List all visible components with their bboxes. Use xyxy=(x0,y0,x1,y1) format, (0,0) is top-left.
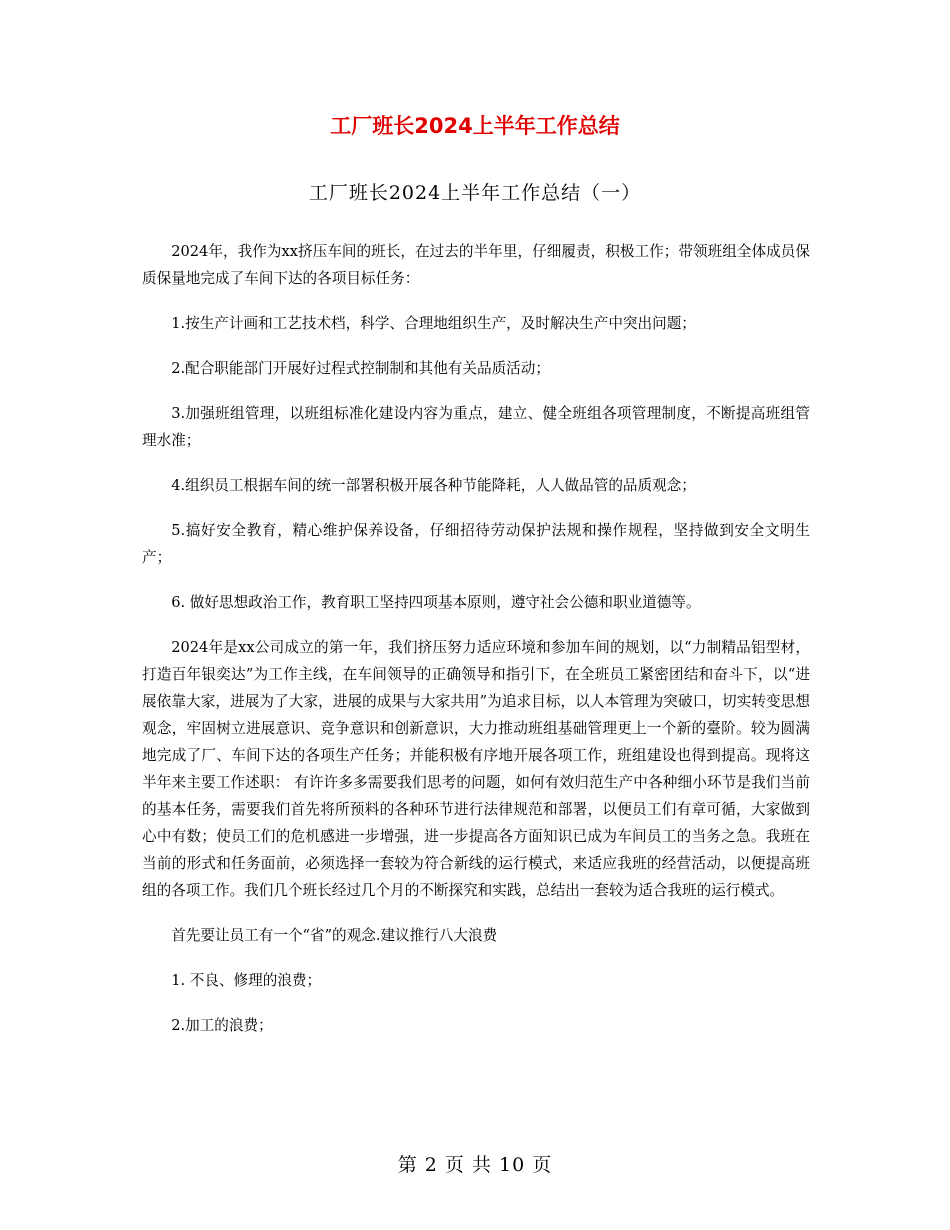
list-item-3: 3.加强班组管理，以班组标准化建设内容为重点，建立、健全班组各项管理制度，不断提高班组管理水准； xyxy=(142,405,810,449)
list-item-6: 6. 做好思想政治工作，教育职工坚持四项基本原则，遵守社会公德和职业道德等。 xyxy=(171,594,701,611)
paragraph-intro: 2024年，我作为xx挤压车间的班长，在过去的半年里，仔细履责，积极工作；带领班组全体成员保质保量地完成了车间下达的各项目标任务： xyxy=(142,243,810,287)
document-title: 工厂班长2024上半年工作总结 xyxy=(330,114,620,138)
list-item-1: 1.按生产计画和工艺技术档，科学、合理地组织生产，及时解决生产中突出问题； xyxy=(171,315,696,332)
list-item-5: 5.搞好安全教育，精心维护保养设备，仔细招待劳动保护法规和操作规程，坚持做到安全文明生产； xyxy=(142,522,810,566)
waste-item-1: 1. 不良、修理的浪费； xyxy=(171,972,322,989)
document-body xyxy=(142,238,810,1057)
paragraph-waste-intro: 首先要让员工有一个“省”的观念.建议推行八大浪费 xyxy=(171,927,498,944)
section-subtitle: 工厂班长2024上半年工作总结（一） xyxy=(308,182,642,204)
waste-item-2: 2.加工的浪费； xyxy=(171,1017,273,1034)
page-footer: 第 2 页 共 10 页 xyxy=(397,1154,553,1176)
paragraph-summary: 2024年是xx公司成立的第一年，我们挤压努力适应环境和参加车间的规划，以“力制精品铝型材，打造百年银奕达”为工作主线，在车间领导的正确领导和指引下，在全班员工紧密团结和奋斗下，以“进展依靠大家，进展为了大家，进展的成果与大家共用”为追求目标，以人本管理为突破口，切实转变思想观念，牢固树立进展意识、竞争意识和创新意识，大力推动班组基础管理更上一个新的臺阶。较为圆满地完成了厂、车间下达的各项生产任务；并能积极有序地开展各项工作，班组建设也得到提高。现将这半年来主要工作述职： 有许许多多需要我们思考的问题，如何有效归范生产中各种细小环节是我们当前的基本任务，需要我们首先将所预料的各种环节进行法律规范和部署，以便员工们有章可循，大家做到心中有数；使员工们的危机感进一步增强，进一步提高各方面知识已成为车间员工的当务之急。我班在当前的形式和任务面前，必须选择一套较为符合新线的运行模式，来适应我班的经营活动，以便提高班组的各项工作。我们几个班长经过几个月的不断探究和实践，总结出一套较为适合我班的运行模式。 xyxy=(142,639,810,899)
list-item-2: 2.配合职能部门开展好过程式控制制和其他有关品质活动； xyxy=(171,360,550,377)
list-item-4: 4.组织员工根据车间的统一部署积极开展各种节能降耗，人人做品管的品质观念； xyxy=(171,477,696,494)
